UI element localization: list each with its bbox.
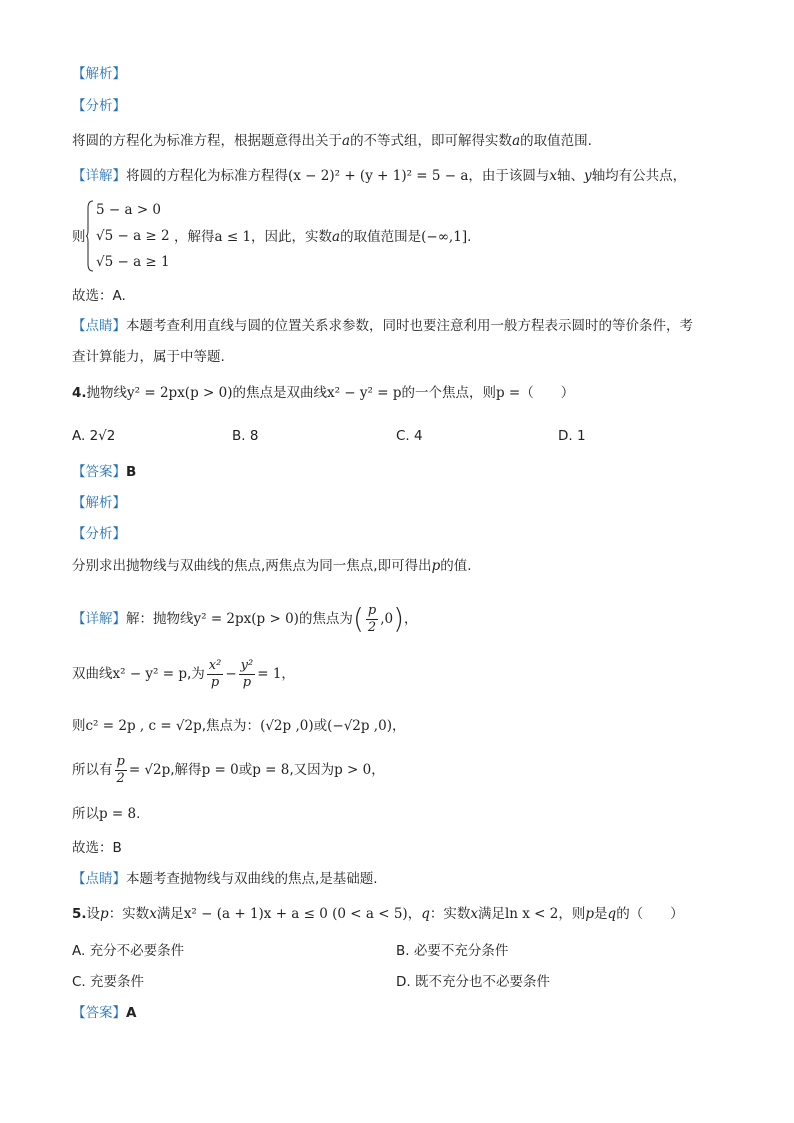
- detail-line-1: [72, 602, 418, 636]
- detail-tag: 【详解】: [72, 168, 126, 184]
- text-span: ，由于该圆与: [468, 168, 550, 184]
- answer-tag: 【答案】: [72, 1005, 126, 1021]
- circle-equation: (x − 2)² + (y + 1)² = 5 − a: [288, 168, 469, 184]
- log-inequality: ln x < 2: [504, 906, 559, 922]
- right-paren: ): [393, 602, 405, 635]
- text-span: 满足: [477, 906, 505, 922]
- math-expr: −: [225, 666, 237, 682]
- fraction: [207, 658, 224, 691]
- numerator: x²: [208, 657, 222, 673]
- math-var: x: [470, 906, 478, 922]
- parabola-equation: y² = 2px(p > 0): [127, 385, 233, 401]
- text-span: ,又因为: [289, 762, 335, 778]
- hyperbola-equation: x² − y² = p: [326, 385, 402, 401]
- text-span: 设: [86, 906, 101, 922]
- text-span: ，: [407, 906, 422, 922]
- text-span: ，则: [558, 906, 586, 922]
- text-span: 或: [313, 718, 328, 734]
- text-span: ：实数: [429, 906, 471, 922]
- text-span: 抛物线: [86, 385, 128, 401]
- text-span: 则: [72, 718, 86, 734]
- text-span: .: [467, 229, 472, 245]
- option-a: A. 2√2: [72, 428, 116, 444]
- math-expr: ,0: [380, 611, 394, 627]
- text-span: 的焦点为: [298, 611, 353, 627]
- math-var: a: [512, 133, 521, 149]
- text-span: 所以有: [72, 762, 113, 778]
- answer-tag: 【答案】: [72, 464, 126, 480]
- question-number: 5.: [72, 906, 87, 922]
- text-span: 本题考查利用直线与圆的位置关系求参数，同时也要注意利用一般方程表示圆时的等价条件，考: [126, 318, 693, 334]
- text-span: 的不等式组，即可解得实数: [350, 133, 513, 149]
- result-range: (−∞,1]: [421, 229, 468, 245]
- focus-1: (√2p ,0): [260, 718, 314, 734]
- remark-line: [72, 869, 378, 889]
- text-span: 将圆的方程化为标准方程得: [126, 168, 288, 184]
- numerator: y²: [240, 657, 254, 673]
- text-span: 将圆的方程化为标准方程，根据题意得出关于: [72, 133, 342, 149]
- denominator: p: [242, 674, 252, 690]
- text-span: ，: [391, 718, 406, 734]
- text-span: 的值.: [440, 558, 472, 574]
- text-span: ，因此，实数: [251, 229, 333, 245]
- question-4: [72, 383, 574, 403]
- numerator: p: [367, 602, 377, 618]
- text-span: 的取值范围.: [520, 133, 592, 149]
- text-span: 分别求出抛物线与双曲线的焦点,两焦点为同一焦点,即可得出: [72, 558, 432, 574]
- parabola-equation: y² = 2px(p > 0): [193, 611, 299, 627]
- text-span: 解：抛物线: [126, 611, 194, 627]
- option-c: C. 4: [396, 428, 423, 444]
- text-span: 双曲线: [72, 666, 113, 682]
- fraction: [239, 658, 256, 691]
- denominator: p: [210, 674, 220, 690]
- system-line-3: √5 − a ≥ 1: [96, 254, 170, 270]
- math-var: p: [100, 906, 109, 922]
- text-span: ：实数: [108, 906, 150, 922]
- fraction: [366, 603, 378, 636]
- system-brace: [86, 200, 94, 272]
- left-paren: (: [352, 602, 364, 635]
- math-var: y: [584, 168, 592, 184]
- math-expr: c² = 2p , c = √2p: [85, 718, 202, 734]
- analysis-sub-heading: 【分析】: [72, 526, 126, 542]
- answer-value: B: [126, 464, 137, 480]
- option-b: B. 必要不充分条件: [396, 943, 509, 959]
- answer-line: [72, 462, 136, 482]
- text-span: ，: [371, 762, 385, 778]
- text-span: 所以: [72, 806, 99, 822]
- text-span: 的焦点是双曲线: [232, 385, 327, 401]
- answer-line: 故选：A.: [72, 288, 126, 304]
- math-expr: = 1，: [257, 666, 295, 682]
- text-span: ,为: [187, 666, 205, 682]
- math-var: a: [332, 229, 341, 245]
- system-line-1: 5 − a > 0: [96, 202, 162, 218]
- question-number: 4.: [72, 385, 87, 401]
- text-span: 的取值范围是: [340, 229, 422, 245]
- answer-line: 故选：B: [72, 840, 122, 856]
- text-span: 满足: [156, 906, 184, 922]
- analysis-text: [72, 556, 472, 576]
- result-inequality: a ≤ 1: [214, 229, 252, 245]
- math-expr: p =: [495, 385, 521, 401]
- text-span: 是: [594, 906, 608, 922]
- analysis-text: [72, 131, 592, 151]
- numerator: p: [116, 753, 125, 769]
- text-span: ，解得: [174, 229, 215, 245]
- math-expr: p > 0: [334, 762, 372, 778]
- answer-value: A: [126, 1005, 137, 1021]
- detail-tag: 【详解】: [72, 611, 126, 627]
- then-label: 则: [72, 229, 86, 245]
- math-var: p: [431, 558, 441, 574]
- analysis-heading: 【解析】: [72, 495, 126, 511]
- option-d: D. 1: [558, 428, 586, 444]
- math-var: q: [607, 906, 617, 922]
- text-span: 本题考查抛物线与双曲线的焦点,是基础题.: [126, 871, 378, 887]
- remark-tag: 【点睛】: [72, 318, 126, 334]
- math-expr: = √2p: [128, 762, 171, 778]
- text-span: ,焦点为：: [201, 718, 261, 734]
- text-span: 的（ ）: [616, 906, 684, 922]
- denominator: 2: [367, 619, 377, 635]
- analysis-sub-heading: 【分析】: [72, 98, 126, 114]
- fraction: [115, 754, 127, 787]
- text-span: 或: [238, 762, 253, 778]
- denominator: 2: [116, 770, 125, 786]
- option-c: C. 充要条件: [72, 974, 145, 990]
- remark-line-2: 查计算能力，属于中等题.: [72, 349, 225, 365]
- math-var: x: [549, 168, 558, 184]
- math-expr: p = 0: [201, 762, 239, 778]
- remark-line-1: [72, 316, 693, 336]
- text-span: （ ）: [520, 385, 575, 401]
- analysis-heading: 【解析】: [72, 66, 126, 82]
- detail-line: [72, 166, 686, 186]
- answer-line: [72, 1003, 136, 1023]
- text-span: ,解得: [170, 762, 202, 778]
- detail-line-3: [72, 716, 405, 736]
- text-span: .: [136, 806, 141, 822]
- math-var: p: [585, 906, 595, 922]
- text-span: ，: [404, 611, 418, 627]
- math-var: x: [149, 906, 157, 922]
- text-span: 的一个焦点，则: [401, 385, 496, 401]
- math-var: a: [342, 133, 351, 149]
- option-b: B. 8: [232, 428, 259, 444]
- option-a: A. 充分不必要条件: [72, 943, 185, 959]
- focus-2: (−√2p ,0): [327, 718, 392, 734]
- option-d: D. 既不充分也不必要条件: [396, 974, 550, 990]
- remark-tag: 【点睛】: [72, 871, 126, 887]
- detail-line-2: [72, 654, 295, 694]
- question-5: [72, 904, 684, 924]
- hyperbola-equation: x² − y² = p: [112, 666, 187, 682]
- system-line-2: √5 − a ≥ 2: [96, 228, 170, 244]
- math-expr: p = 8: [99, 806, 137, 822]
- text-span: 轴、: [557, 168, 585, 184]
- inequality: x² − (a + 1)x + a ≤ 0 (0 < a < 5): [183, 906, 408, 922]
- detail-line-5: [72, 804, 140, 824]
- result-text: [174, 227, 471, 247]
- math-expr: p = 8: [252, 762, 290, 778]
- text-span: 轴均有公共点，: [591, 168, 687, 184]
- detail-line-4: [72, 752, 385, 788]
- math-var: q: [421, 906, 430, 922]
